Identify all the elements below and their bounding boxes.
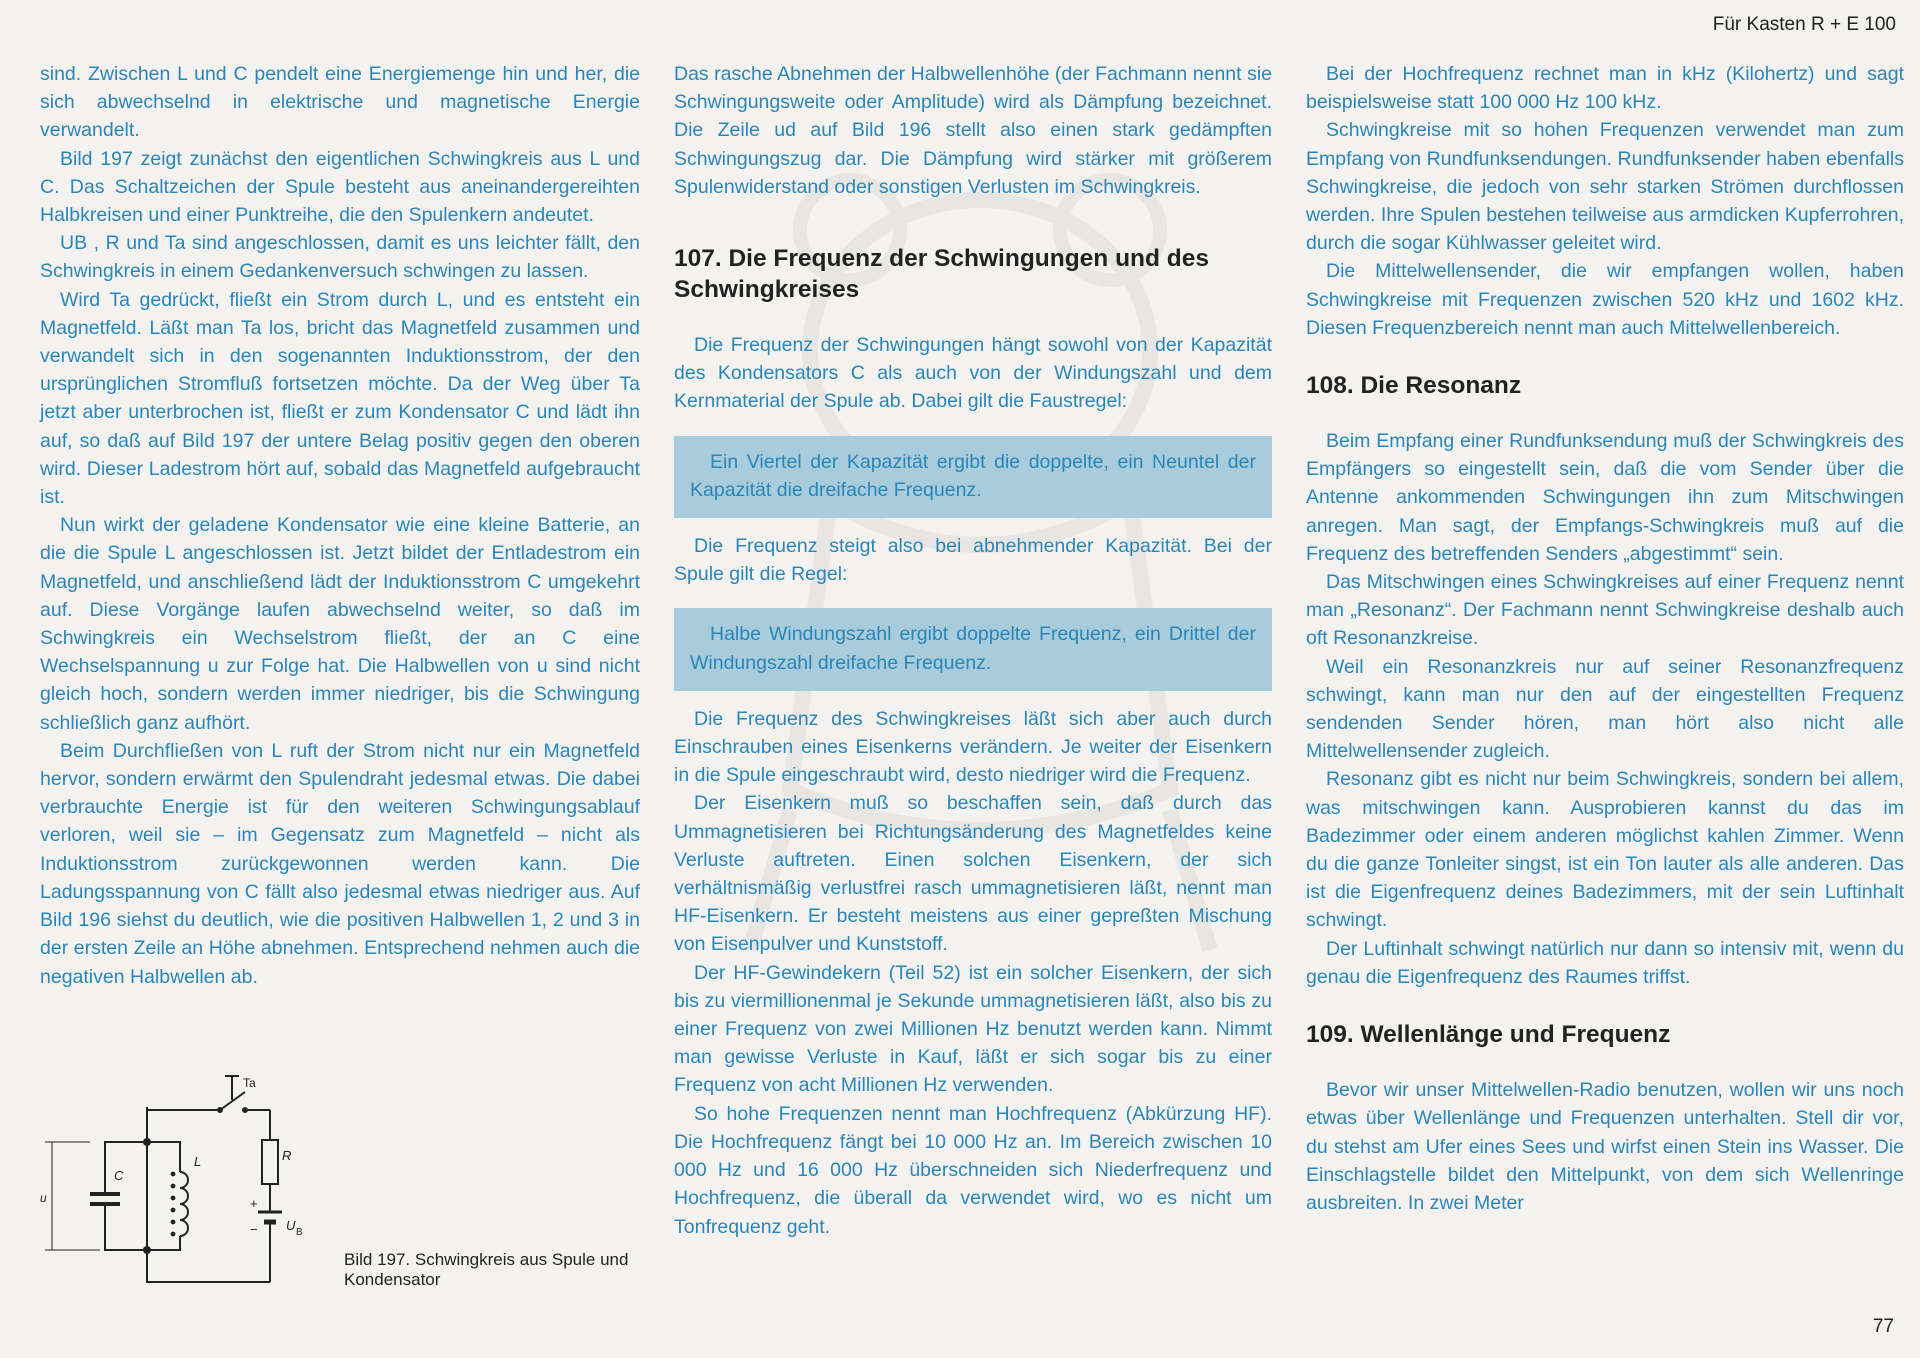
paragraph: Resonanz gibt es nicht nur beim Schwingkreis, sondern bei allem, was mitschwingen kann. Ausprobieren kannst du das im Badezimmer oder einem anderen möglichst kahlen Zimmer. Wenn du die ganze Tonleiter singst, ist ein Ton lauter als alle anderen. Das ist die Eigenfrequenz deines Badezimmers, mit der sein Luftinhalt schwingt. (1306, 768, 1904, 932)
paragraph: UB , R und Ta sind angeschlossen, damit es uns leichter fällt, den Schwingkreis in einem Gedankenversuch schwingen zu lassen. (40, 232, 640, 283)
paragraph: Das rasche Abnehmen der Halbwellenhöhe (der Fachmann nennt sie Schwingungsweite oder Amplitude) wird als Dämpfung bezeichnet. Die Zeile ud auf Bild 196 stellt also einen stark gedämpften Schwingungszug dar. Die Dämpfung wird stärker mit größerem Spulenwiderstand oder sonstigen Verlusten im Schwingkreis. (674, 63, 1272, 198)
label-r: R (282, 1148, 292, 1163)
paragraph: Bevor wir unser Mittelwellen-Radio benutzen, wollen wir uns noch etwas über Wellenlänge und Frequenzen unterhalten. Stell dir vor, du stehst am Ufer eines Sees und wirfst einen Stein ins Wasser. Die Einschlagstelle bildet den Mittelpunkt, von dem sich Wellenringe ausbreiten. In zwei Meter (1306, 1079, 1904, 1214)
paragraph: Der Eisenkern muß so beschaffen sein, daß durch das Ummagnetisieren bei Richtungsänderung des Magnetfeldes keine Verluste auftreten. Einen solchen Eisenkern, der sich verhältnismäßig verlustfrei rasch ummagnetisieren läßt, nennt man HF-Eisenkern. Er besteht meistens aus einer gepreßten Mischung von Eisenpulver und Kunststoff. (674, 792, 1272, 956)
page-number: 77 (1872, 1316, 1894, 1337)
paragraph: Der HF-Gewindekern (Teil 52) ist ein solcher Eisenkern, der sich bis zu viermillionenmal je Sekunde ummagnetisieren läßt, also bis zu einer Frequenz von zwei Millionen Hz benutzt werden kann. Nimmt man gewisse Verluste in Kauf, läßt er sich sogar bis zu einer Frequenz von acht Millionen Hz verwenden. (674, 961, 1272, 1097)
column-middle (674, 60, 1272, 1241)
label-plus: + (250, 1196, 258, 1211)
label-c: C (114, 1168, 124, 1183)
paragraph: Das Mitschwingen eines Schwingkreises auf einer Frequenz nennt man „Resonanz“. Der Fachmann nennt Schwingkreise deshalb auch oft Resonanzkreise. (1306, 571, 1904, 650)
page-header: Für Kasten R + E 100 (1712, 14, 1896, 35)
paragraph: Die Mittelwellensender, die wir empfangen wollen, haben Schwingkreise mit Frequenzen zwischen 520 kHz und 1602 kHz. Diesen Frequenzbereich nennt man auch Mittelwellenbereich. (1306, 260, 1904, 339)
label-ta: Ta (243, 1076, 256, 1090)
label-ub: U (286, 1218, 296, 1233)
label-minus: − (250, 1222, 258, 1237)
label-ub-sub: B (296, 1227, 303, 1238)
paragraph: Weil ein Resonanzkreis nur auf seiner Resonanzfrequenz schwingt, kann man nur den auf der eingestellten Frequenz sendenden Sender hören, man hört also nicht alle Mittelwellensender zugleich. (1306, 655, 1904, 763)
paragraph: Bei der Hochfrequenz rechnet man in kHz (Kilohertz) und sagt beispielsweise statt 100 000 Hz 100 kHz. (1306, 63, 1904, 114)
paragraph: Schwingkreise mit so hohen Frequenzen verwendet man zum Empfang von Rundfunksendungen. Rundfunksender haben ebenfalls Schwingkreise, die jedoch von sehr starken Strömen durchflossen werden. Ihre Spulen bestehen teilweise aus armdicken Kupferrohren, durch die sogar Kühlwasser geleitet wird. (1306, 119, 1904, 255)
paragraph: Beim Durchfließen von L ruft der Strom nicht nur ein Magnetfeld hervor, sondern erwärmt den Spulendraht jedesmal etwas. Die dabei verbrauchte Energie ist für den weiteren Schwingungsablauf verloren, weil sie – im Gegensatz zum Magnetfeld – nicht als Induktionsstrom zurückgewonnen werden kann. Die Ladungsspannung von C fällt also jedesmal etwas niedriger aus. Auf Bild 196 siehst du deutlich, wie die positiven Halbwellen 1, 2 und 3 in der ersten Zeile an Höhe abnehmen. Entsprechend nehmen auch die negativen Halbwellen ab. (40, 739, 640, 988)
paragraph: Nun wirkt der geladene Kondensator wie eine kleine Batterie, an die die Spule L angeschlossen ist. Jetzt bildet der Entladestrom ein Magnetfeld, und anschließend lädt der Induktionsstrom C umgekehrt auf. Diese Vorgänge laufen abwechselnd weiter, so daß im Schwingkreis ein Wechselstrom fließt, der an C eine Wechselspannung u zur Folge hat. Die Halbwellen von u sind nicht gleich hoch, sondern werden immer niedriger, bis die Schwingung schließlich ganz aufhört. (40, 514, 640, 734)
rule-box: Ein Viertel der Kapazität ergibt die doppelte, ein Neuntel der Kapazität die dreifache Frequenz. (674, 436, 1272, 518)
section-heading: 109. Wellenlänge und Frequenz (1306, 1021, 1671, 1049)
column-left (40, 60, 640, 991)
column-right (1306, 60, 1904, 1217)
paragraph: sind. Zwischen L und C pendelt eine Energiemenge hin und her, die sich abwechselnd in elektrische und magnetische Energie verwandelt. (40, 63, 640, 142)
paragraph: Wird Ta gedrückt, fließt ein Strom durch L, und es entsteht ein Magnetfeld. Läßt man Ta los, bricht das Magnetfeld zusammen und verwandelt sich in den sogenannten Induktionsstrom, der den ursprünglichen Stromfluß fortsetzen möchte. Da der Weg über Ta jetzt aber unterbrochen ist, fließt er zum Kondensator C und lädt ihn auf, so daß auf Bild 197 der untere Belag positiv gegen den oberen wird. Dieser Ladestrom hört auf, sobald das Magnetfeld aufgebraucht ist. (40, 288, 640, 509)
paragraph: Beim Empfang einer Rundfunksendung muß der Schwingkreis des Empfängers so eingestellt sein, daß die vom Sender über die Antenne ankommenden Schwingungen ihn zum Mitschwingen anregen. Man sagt, der Empfangs-Schwingkreis muß auf die Frequenz des betreffenden Senders „abgestimmt“ sein. (1306, 430, 1904, 565)
circuit-diagram (40, 1062, 340, 1292)
label-u: u (40, 1191, 47, 1205)
label-l: L (194, 1154, 202, 1169)
paragraph: So hohe Frequenzen nennt man Hochfrequenz (Abkürzung HF). Die Hochfrequenz fängt bei 10 000 Hz an. Im Bereich zwischen 10 000 Hz und 16 000 Hz überschneiden sich Niederfrequenz und Hochfrequenz, die überall da verwendet wird, wo es nicht um Tonfrequenz geht. (674, 1102, 1272, 1238)
paragraph: Die Frequenz der Schwingungen hängt sowohl von der Kapazität des Kondensators C als auch von der Windungszahl und dem Kernmaterial der Spule ab. Dabei gilt die Faustregel: (674, 334, 1272, 413)
paragraph: Die Frequenz steigt also bei abnehmender Kapazität. Bei der Spule gilt die Regel: (674, 535, 1272, 586)
section-heading: 107. Die Frequenz der Schwingungen und des Schwingkreises (674, 245, 1210, 304)
paragraph: Bild 197 zeigt zunächst den eigentlichen Schwingkreis aus L und C. Das Schaltzeichen der Spule besteht aus aneinandergereihten Halbkreisen und einer Punktreihe, die den Spulenkern andeutet. (40, 147, 640, 227)
section-heading: 108. Die Resonanz (1306, 372, 1522, 400)
rule-box: Halbe Windungszahl ergibt doppelte Frequenz, ein Drittel der Windungszahl dreifache Frequenz. (674, 608, 1272, 690)
paragraph: Die Frequenz des Schwingkreises läßt sich aber auch durch Einschrauben eines Eisenkerns verändern. Je weiter der Eisenkern in die Spule eingeschraubt wird, desto niedriger wird die Frequenz. (674, 707, 1272, 787)
circuit-figure (40, 1062, 640, 1292)
paragraph: Der Luftinhalt schwingt natürlich nur dann so intensiv mit, wenn du genau die Eigenfrequenz des Raumes triffst. (1306, 937, 1904, 988)
figure-caption: Bild 197. Schwingkreis aus Spule und Kondensator (344, 1250, 629, 1289)
